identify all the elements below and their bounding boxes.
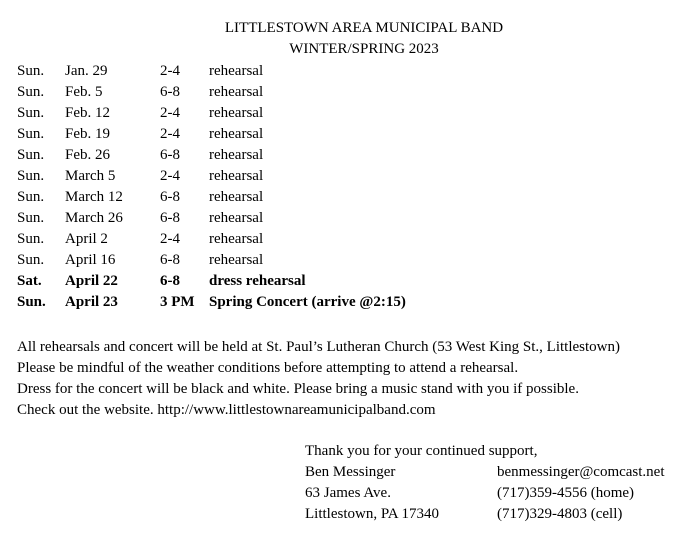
schedule-time: 6-8	[160, 84, 180, 100]
schedule-date: Feb. 26	[65, 147, 110, 163]
schedule-day: Sun.	[17, 189, 45, 205]
contact-phone-home: (717)359-4556 (home)	[497, 485, 635, 501]
schedule-day: Sun.	[17, 147, 45, 163]
schedule-time: 2-4	[160, 63, 180, 79]
schedule-time: 2-4	[160, 105, 180, 121]
schedule-date: Feb. 12	[65, 105, 110, 121]
schedule-day: Sun.	[17, 105, 45, 121]
schedule-date: Feb. 5	[65, 84, 103, 100]
schedule-event: dress rehearsal	[209, 273, 306, 289]
schedule-day: Sat.	[17, 273, 42, 289]
schedule-event: rehearsal	[209, 105, 264, 121]
contact-street: 63 James Ave.	[305, 485, 391, 501]
schedule-day: Sun.	[17, 252, 45, 268]
schedule-date: April 2	[65, 231, 108, 247]
schedule-time: 6-8	[160, 210, 180, 226]
schedule-day: Sun.	[17, 63, 45, 79]
schedule-date: Feb. 19	[65, 126, 110, 142]
schedule-event: rehearsal	[209, 189, 264, 205]
thanks-text: Thank you for your continued support,	[305, 443, 538, 459]
schedule-event: rehearsal	[209, 210, 264, 226]
schedule-time: 6-8	[160, 189, 180, 205]
document-header	[0, 18, 688, 60]
schedule-time: 2-4	[160, 231, 180, 247]
schedule-day: Sun.	[17, 168, 45, 184]
schedule-date: Jan. 29	[65, 63, 108, 79]
schedule-date: April 22	[65, 273, 118, 289]
schedule-date: April 16	[65, 252, 116, 268]
schedule-date: March 5	[65, 168, 116, 184]
schedule-event: rehearsal	[209, 252, 264, 268]
schedule-event: rehearsal	[209, 168, 264, 184]
schedule-date: March 12	[65, 189, 123, 205]
schedule-date: April 23	[65, 294, 118, 310]
schedule-day: Sun.	[17, 126, 45, 142]
schedule-time: 2-4	[160, 168, 180, 184]
schedule-event: rehearsal	[209, 147, 264, 163]
contact-city: Littlestown, PA 17340	[305, 506, 440, 522]
schedule-time: 6-8	[160, 147, 180, 163]
schedule-day: Sun.	[17, 231, 45, 247]
contact-name: Ben Messinger	[305, 464, 396, 480]
schedule-date: March 26	[65, 210, 123, 226]
schedule-time: 2-4	[160, 126, 180, 142]
contact-email: benmessinger@comcast.net	[497, 464, 665, 480]
schedule-day: Sun.	[17, 210, 45, 226]
schedule-time: 3 PM	[160, 294, 195, 310]
schedule-day: Sun.	[17, 294, 46, 310]
schedule-day: Sun.	[17, 84, 45, 100]
schedule-event: rehearsal	[209, 231, 264, 247]
schedule-event: rehearsal	[209, 126, 264, 142]
note-weather: Please be mindful of the weather conditions before attempting to attend a rehearsal.	[17, 360, 519, 376]
notes-section	[17, 337, 620, 421]
schedule-time: 6-8	[160, 273, 180, 289]
note-location: All rehearsals and concert will be held at St. Paul’s Lutheran Church (53 West King St., Littlestown)	[17, 339, 620, 355]
document-subtitle: WINTER/SPRING 2023	[289, 41, 439, 57]
note-website: Check out the website. http://www.littlestownareamunicipalband.com	[17, 402, 436, 418]
schedule-time: 6-8	[160, 252, 180, 268]
schedule-event: rehearsal	[209, 63, 264, 79]
note-dress: Dress for the concert will be black and white. Please bring a music stand with you if possible.	[17, 381, 579, 397]
document-title: LITTLESTOWN AREA MUNICIPAL BAND	[224, 20, 504, 36]
schedule-event: Spring Concert (arrive @2:15)	[209, 294, 406, 310]
schedule-event: rehearsal	[209, 84, 264, 100]
contact-phone-cell: (717)329-4803 (cell)	[497, 506, 623, 522]
